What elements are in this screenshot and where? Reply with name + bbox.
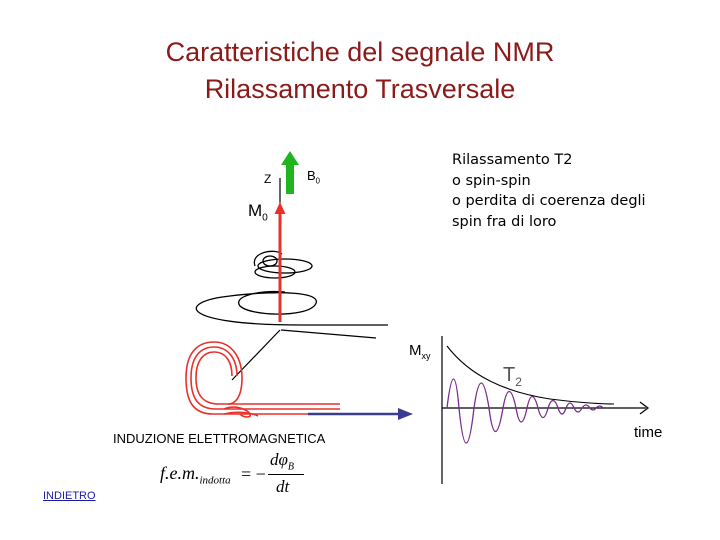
t2-description-line-2: o spin-spin — [452, 172, 531, 189]
back-link[interactable]: INDIETRO — [43, 490, 96, 502]
b0-label — [307, 168, 320, 186]
b0-arrow-icon — [281, 151, 299, 194]
b0-label-sub: 0 — [315, 176, 321, 186]
t2-description-line-1: Rilassamento T2 — [452, 152, 573, 168]
formula-lhs-sub: indotta — [199, 474, 231, 487]
m0-label-base: M — [248, 201, 263, 220]
formula-denominator: dt — [276, 477, 290, 496]
t2-description-line-4: spin fra di loro — [452, 213, 557, 230]
induction-label — [113, 431, 325, 446]
induction-label-text: INDUZIONE ELETTROMAGNETICA — [113, 431, 326, 446]
z-axis-label — [264, 172, 271, 186]
m0-label — [248, 201, 268, 223]
formula-numerator-text: dφ — [270, 450, 288, 469]
time-axis-label — [634, 424, 662, 441]
b0-label-base: B — [307, 168, 316, 183]
m0-label-sub: 0 — [262, 212, 268, 224]
t2-label-sub: 2 — [515, 375, 522, 389]
formula-lhs-text: f.e.m. — [160, 463, 200, 483]
t2-label — [503, 364, 522, 389]
coil-icon — [186, 342, 340, 417]
t2-description-line-3: o perdita di coerenza degli — [452, 193, 646, 209]
time-axis-label-text: time — [634, 424, 663, 441]
formula-numerator-sub: B — [287, 461, 295, 473]
fid-wave — [447, 379, 603, 443]
title-line-2: Rilassamento Trasversale — [204, 74, 516, 104]
z-axis-label-text: Z — [264, 172, 272, 186]
precession-spiral — [196, 251, 388, 325]
title-line-1: Caratteristiche del segnale NMR — [165, 37, 555, 67]
fid-axes — [442, 336, 648, 484]
mxy-label — [409, 342, 431, 361]
fid-envelope — [447, 346, 614, 404]
mxy-label-base: M — [409, 342, 422, 359]
t2-label-base: T — [503, 364, 516, 386]
m0-arrow-icon — [275, 202, 286, 322]
formula-equals: = − — [241, 464, 266, 484]
mxy-label-sub: xy — [421, 351, 431, 361]
